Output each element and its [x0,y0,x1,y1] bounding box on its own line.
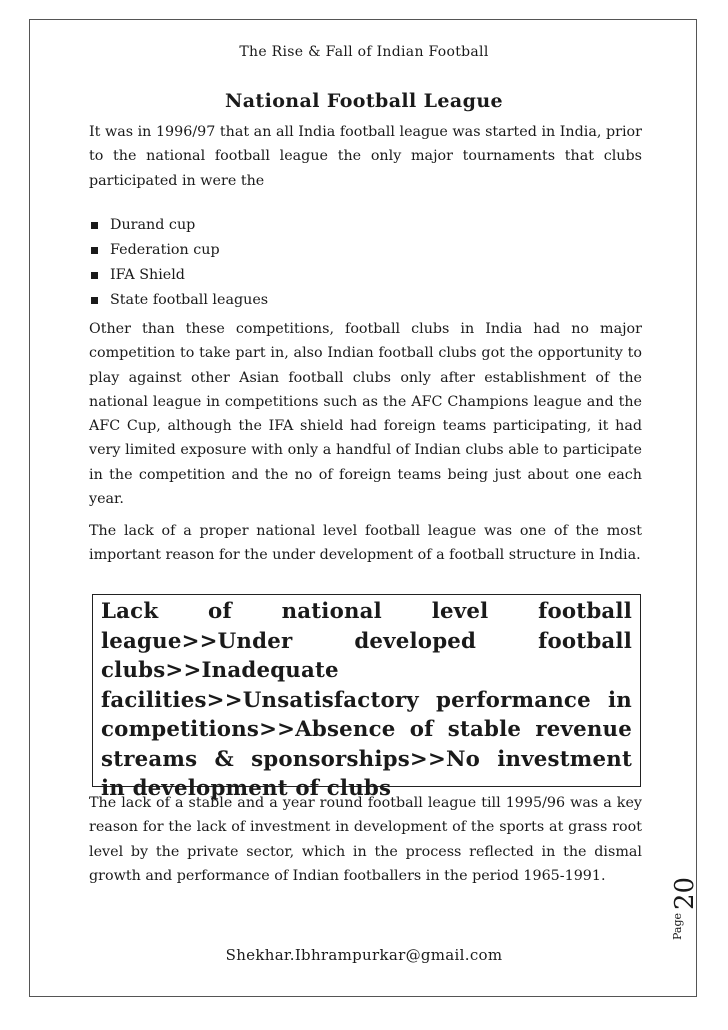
list-item-label: IFA Shield [110,267,185,283]
square-bullet-icon [91,247,98,254]
page-number-label: Page [671,912,684,940]
list-item [89,263,629,288]
running-header: The Rise & Fall of Indian Football [239,44,489,60]
callout-box [92,594,641,801]
square-bullet-icon [91,272,98,279]
page-number [667,870,700,942]
body-paragraph-4: The lack of a stable and a year round football league till 1995/96 was a key reason for the lack of investment in development of the sports at grass root level by the private sector, which in the process reflected in the dismal growth and performance of Indian footballers in the period 1965-1991. [89,795,642,884]
page-number-value: 20 [670,876,700,910]
tournament-list [89,213,629,313]
square-bullet-icon [91,297,98,304]
body-paragraph-2: Other than these competitions, football clubs in India had no major competition to take part in, also Indian football clubs got the opportunity to play against other Asian football clubs only after establishment of the national league in competitions such as the AFC Champions league and the AFC Cup, although the IFA shield had foreign teams participating, it had very limited exposure with only a handful of Indian clubs able to participate in the competition and the no of foreign teams being just about one each year. [89,321,642,508]
callout-text: Lack of national level football league>>Under developed football clubs>>Inadequate facilities>>Unsatisfactory performance in competitions>>Absence of stable revenue streams & sponsorships>>No investment in development of clubs [101,599,632,801]
list-item [89,288,629,313]
list-item [89,213,629,238]
body-paragraph-3: The lack of a proper national level football league was one of the most important reason for the under development of a football structure in India. [89,523,642,564]
list-item-label: Federation cup [110,242,220,258]
list-item-label: State football leagues [110,292,269,308]
intro-paragraph: It was in 1996/97 that an all India football league was started in India, prior to the national football league the only major tournaments that clubs participated in were the [89,124,642,189]
list-item [89,238,629,263]
footer-email: Shekhar.Ibhrampurkar@gmail.com [225,946,503,964]
list-item-label: Durand cup [110,217,196,233]
section-title: National Football League [224,90,504,112]
square-bullet-icon [91,222,98,229]
